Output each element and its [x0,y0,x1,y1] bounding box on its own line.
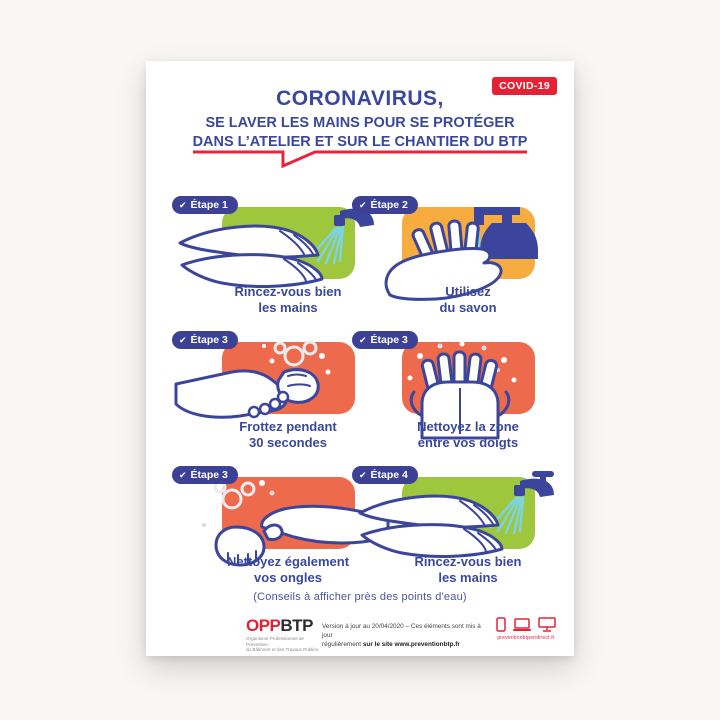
step-tile-1 [222,207,355,279]
step-badge-2 [352,196,418,214]
step-caption-6: Rincez-vous bien les mains [414,554,522,585]
title-line-1: CORONAVIRUS, [276,87,444,110]
check-icon: ✔ [359,200,367,210]
step-card-1 [166,196,354,328]
poster-sheet [146,61,574,656]
step-badge-label: Étape 4 [370,469,408,481]
step-tile-3 [222,342,355,414]
speech-bubble-line [190,149,530,173]
step-badge-5 [172,466,238,484]
step-caption-1: Rincez-vous bien les mains [234,284,342,315]
title-line-2: SE LAVER LES MAINS POUR SE PROTÉGER [205,115,515,131]
laptop-icon [512,618,532,632]
step-badge-6 [352,466,418,484]
check-icon: ✔ [179,200,187,210]
poster-title [146,87,574,152]
step-caption-4: Nettoyez la zone entre vos doigts [417,419,519,450]
step-badge-4 [352,331,418,349]
oppbtp-logo [246,617,324,653]
step-card-3 [166,331,354,463]
step-caption-2: Utilisez du savon [439,284,497,315]
step-badge-1 [172,196,238,214]
step-card-4 [346,331,534,463]
check-icon: ✔ [359,470,367,480]
smartphone-icon [496,617,506,632]
step-caption-3: Frottez pendant 30 secondes [239,419,337,450]
step-badge-label: Étape 3 [370,334,408,346]
step-badge-3 [172,331,238,349]
step-badge-label: Étape 3 [190,334,228,346]
covid-19-badge: COVID-19 [492,77,557,95]
step-card-5 [166,466,354,598]
title-line-3: DANS L’ATELIER ET SUR LE CHANTIER DU BTP [192,134,528,150]
oppbtp-logo-subline: Organisme Professionnel de Prévention du Bâtiment et des Travaux Publics [246,636,319,653]
step-tile-4 [402,342,535,414]
step-card-6 [346,466,534,598]
check-icon: ✔ [179,335,187,345]
step-card-2 [346,196,534,328]
version-text: Version à jour au 20/04/2020 – Ces éléments sont mis à jour régulièrement sur le site www.preventionbtp.fr [322,623,481,648]
web-service-text: preventionbtpendirect.fr [497,635,555,641]
check-icon: ✔ [179,470,187,480]
step-badge-label: Étape 2 [370,199,408,211]
footer-note: (Conseils à afficher près des points d'eau) [253,591,467,603]
monitor-icon [538,617,556,632]
step-tile-5 [222,477,355,549]
step-tile-2 [402,207,535,279]
step-badge-label: Étape 1 [190,199,228,211]
check-icon: ✔ [359,335,367,345]
step-badge-label: Étape 3 [190,469,228,481]
devices-footer [484,617,568,641]
step-caption-5: Nettoyez également vos ongles [226,554,350,585]
oppbtp-logo-text: OPPBTP [246,616,313,635]
step-tile-6 [402,477,535,549]
